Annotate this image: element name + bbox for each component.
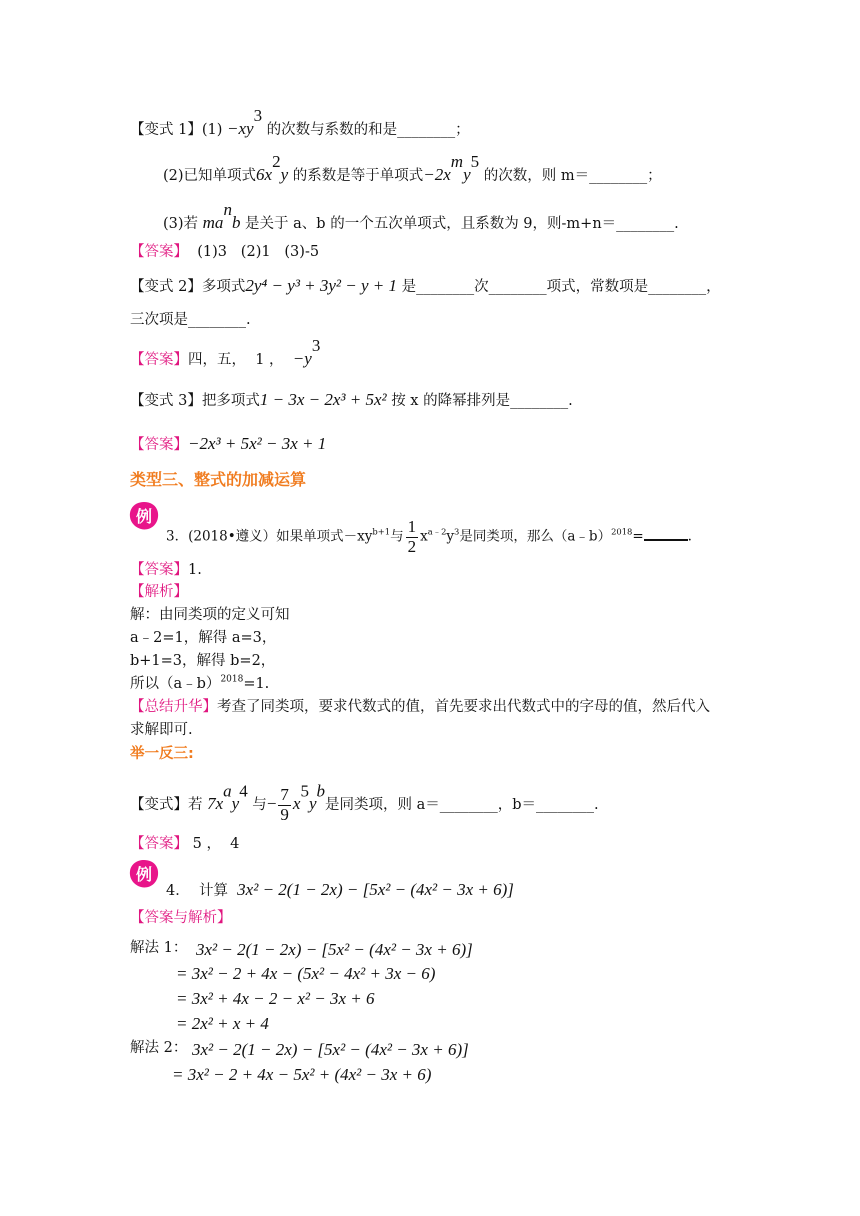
math-expression: 2y⁴ − y³ + 3y² − y + 1 xyxy=(245,276,398,295)
math-expression: 3x² − 2(1 − 2x) − [5x² − (4x² − 3x + 6)] xyxy=(237,880,514,899)
variant2-tag: 【变式 2】 xyxy=(130,279,202,295)
variant3-question: 【变式 3】把多项式1 − 3x − 2x³ + 5x² 按 x 的降幂排列是________. xyxy=(130,390,573,409)
method1-line: = 3x² − 2 + 4x − (5x² − 4x² + 3x − 6) xyxy=(176,964,436,983)
method2-label: 解法 2： xyxy=(130,1040,188,1056)
variant3-tag: 【变式 3】 xyxy=(130,393,202,409)
math-expression: −y xyxy=(292,348,312,368)
variant2-answer: 【答案】四，五， 1 ， $-y^3$ xyxy=(130,336,321,368)
math-expression: −2x³ + 5x² − 3x + 1 xyxy=(188,434,327,453)
method2-line xyxy=(130,1040,187,1057)
analysis-line: b+1=3，解得 b=2， xyxy=(130,653,276,669)
variant1-tag: 【变式 1】 xyxy=(130,121,202,138)
analysis-line: 解：由同类项的定义可知 xyxy=(130,607,290,623)
answer-tag: 【答案】 xyxy=(130,351,188,368)
summary-tag: 【总结升华】 xyxy=(130,699,217,715)
answer-tag: 【答案】 xyxy=(130,836,188,852)
math-expression: 1 − 3x − 2x³ + 5x² xyxy=(259,390,387,409)
variant1-part3: (3)若 $ma^nb$ 是关于 a、b 的一个五次单项式，且系数为 9，则-m+n＝________. xyxy=(163,200,679,232)
math-expression: 7x xyxy=(207,794,224,814)
analysis-line: a﹣2=1，解得 a=3， xyxy=(130,630,277,646)
variant1-part1: 【变式 1】$(1) -xy^3$ 的次数与系数的和是________； xyxy=(130,106,470,138)
summary-line: 【总结升华】考查了同类项，要求代数式的值，首先要求出代数式中的字母的值，然后代入 xyxy=(130,699,710,715)
example-badge-icon xyxy=(128,500,160,532)
method1-line xyxy=(130,940,187,957)
example3-question: 3．(2018•遵义）如果单项式$-xy^{b+1}$与 $\frac{1}{2}$ $x^{a﹣2}y^3$是同类项，那么（a﹣b）$^{2018}$= . xyxy=(166,517,692,556)
variant3-answer xyxy=(130,434,326,454)
method2-line: 3x² − 2(1 − 2x) − [5x² − (4x² − 3x + 6)] xyxy=(192,1040,469,1059)
answer-tag: 【答案】 xyxy=(130,562,188,578)
fraction-seven-ninths: $\frac{7}{9}$ xyxy=(280,785,289,824)
variant2-question-line2: 三次项是________. xyxy=(130,312,251,328)
example3-answer: 【答案】1. xyxy=(130,562,202,578)
math-expression: −2x xyxy=(423,164,451,184)
answer-tag: 【答案】 xyxy=(130,244,188,260)
svg-text:例: 例 xyxy=(135,865,153,884)
method2-line: = 3x² − 2 + 4x − 5x² + (4x² − 3x + 6) xyxy=(172,1065,432,1084)
variant1-answer: 【答案】 (1)3 (2)1 (3)-5 xyxy=(130,244,320,260)
fraction-one-half: $\frac{1}{2}$ xyxy=(407,517,417,556)
math-expression: 6x xyxy=(256,164,273,184)
example-badge-icon xyxy=(128,858,160,890)
practice-title: 举一反三: xyxy=(130,746,194,762)
analysis-tag: 【解析】 xyxy=(130,584,188,600)
section-title: 类型三、整式的加减运算 xyxy=(130,470,307,489)
variant4-tag: 【变式】 xyxy=(130,797,188,814)
method1-line: 3x² − 2(1 − 2x) − [5x² − (4x² − 3x + 6)] xyxy=(196,940,473,959)
variant1-part2: (2)已知单项式$6x^2y$ 的系数是等于单项式$-2x^my^5$ 的次数，则 m＝________； xyxy=(163,152,662,184)
analysis-line: 所以（a﹣b）$^{2018}$=1. xyxy=(130,674,270,692)
variant4-answer: 【答案】 5 ， 4 xyxy=(130,836,240,852)
variant4-question: 【变式】若 $7x^ay^4$ 与− $\frac{7}{9}$ $x^5y^b$是同类项，则 a＝________，b＝________. xyxy=(130,781,599,824)
math-expression: −xy xyxy=(227,118,254,138)
summary-line-2: 求解即可. xyxy=(130,722,193,738)
answer-blank xyxy=(644,538,688,541)
example4-question: 4． 计算 3x² − 2(1 − 2x) − [5x² − (4x² − 3x + 6)] xyxy=(166,880,514,899)
method1-line: = 3x² + 4x − 2 − x² − 3x + 6 xyxy=(176,989,375,1008)
variant2-question: 【变式 2】多项式2y⁴ − y³ + 3y² − y + 1 是________次________项式，常数项是________， xyxy=(130,276,721,295)
math-expression: ma xyxy=(202,212,224,232)
method1-line: = 2x² + x + 4 xyxy=(176,1014,269,1033)
method1-label: 解法 1： xyxy=(130,940,188,956)
answer-analysis-tag: 【答案与解析】 xyxy=(130,910,232,926)
answer-tag: 【答案】 xyxy=(130,437,188,453)
svg-text:例: 例 xyxy=(135,507,153,526)
